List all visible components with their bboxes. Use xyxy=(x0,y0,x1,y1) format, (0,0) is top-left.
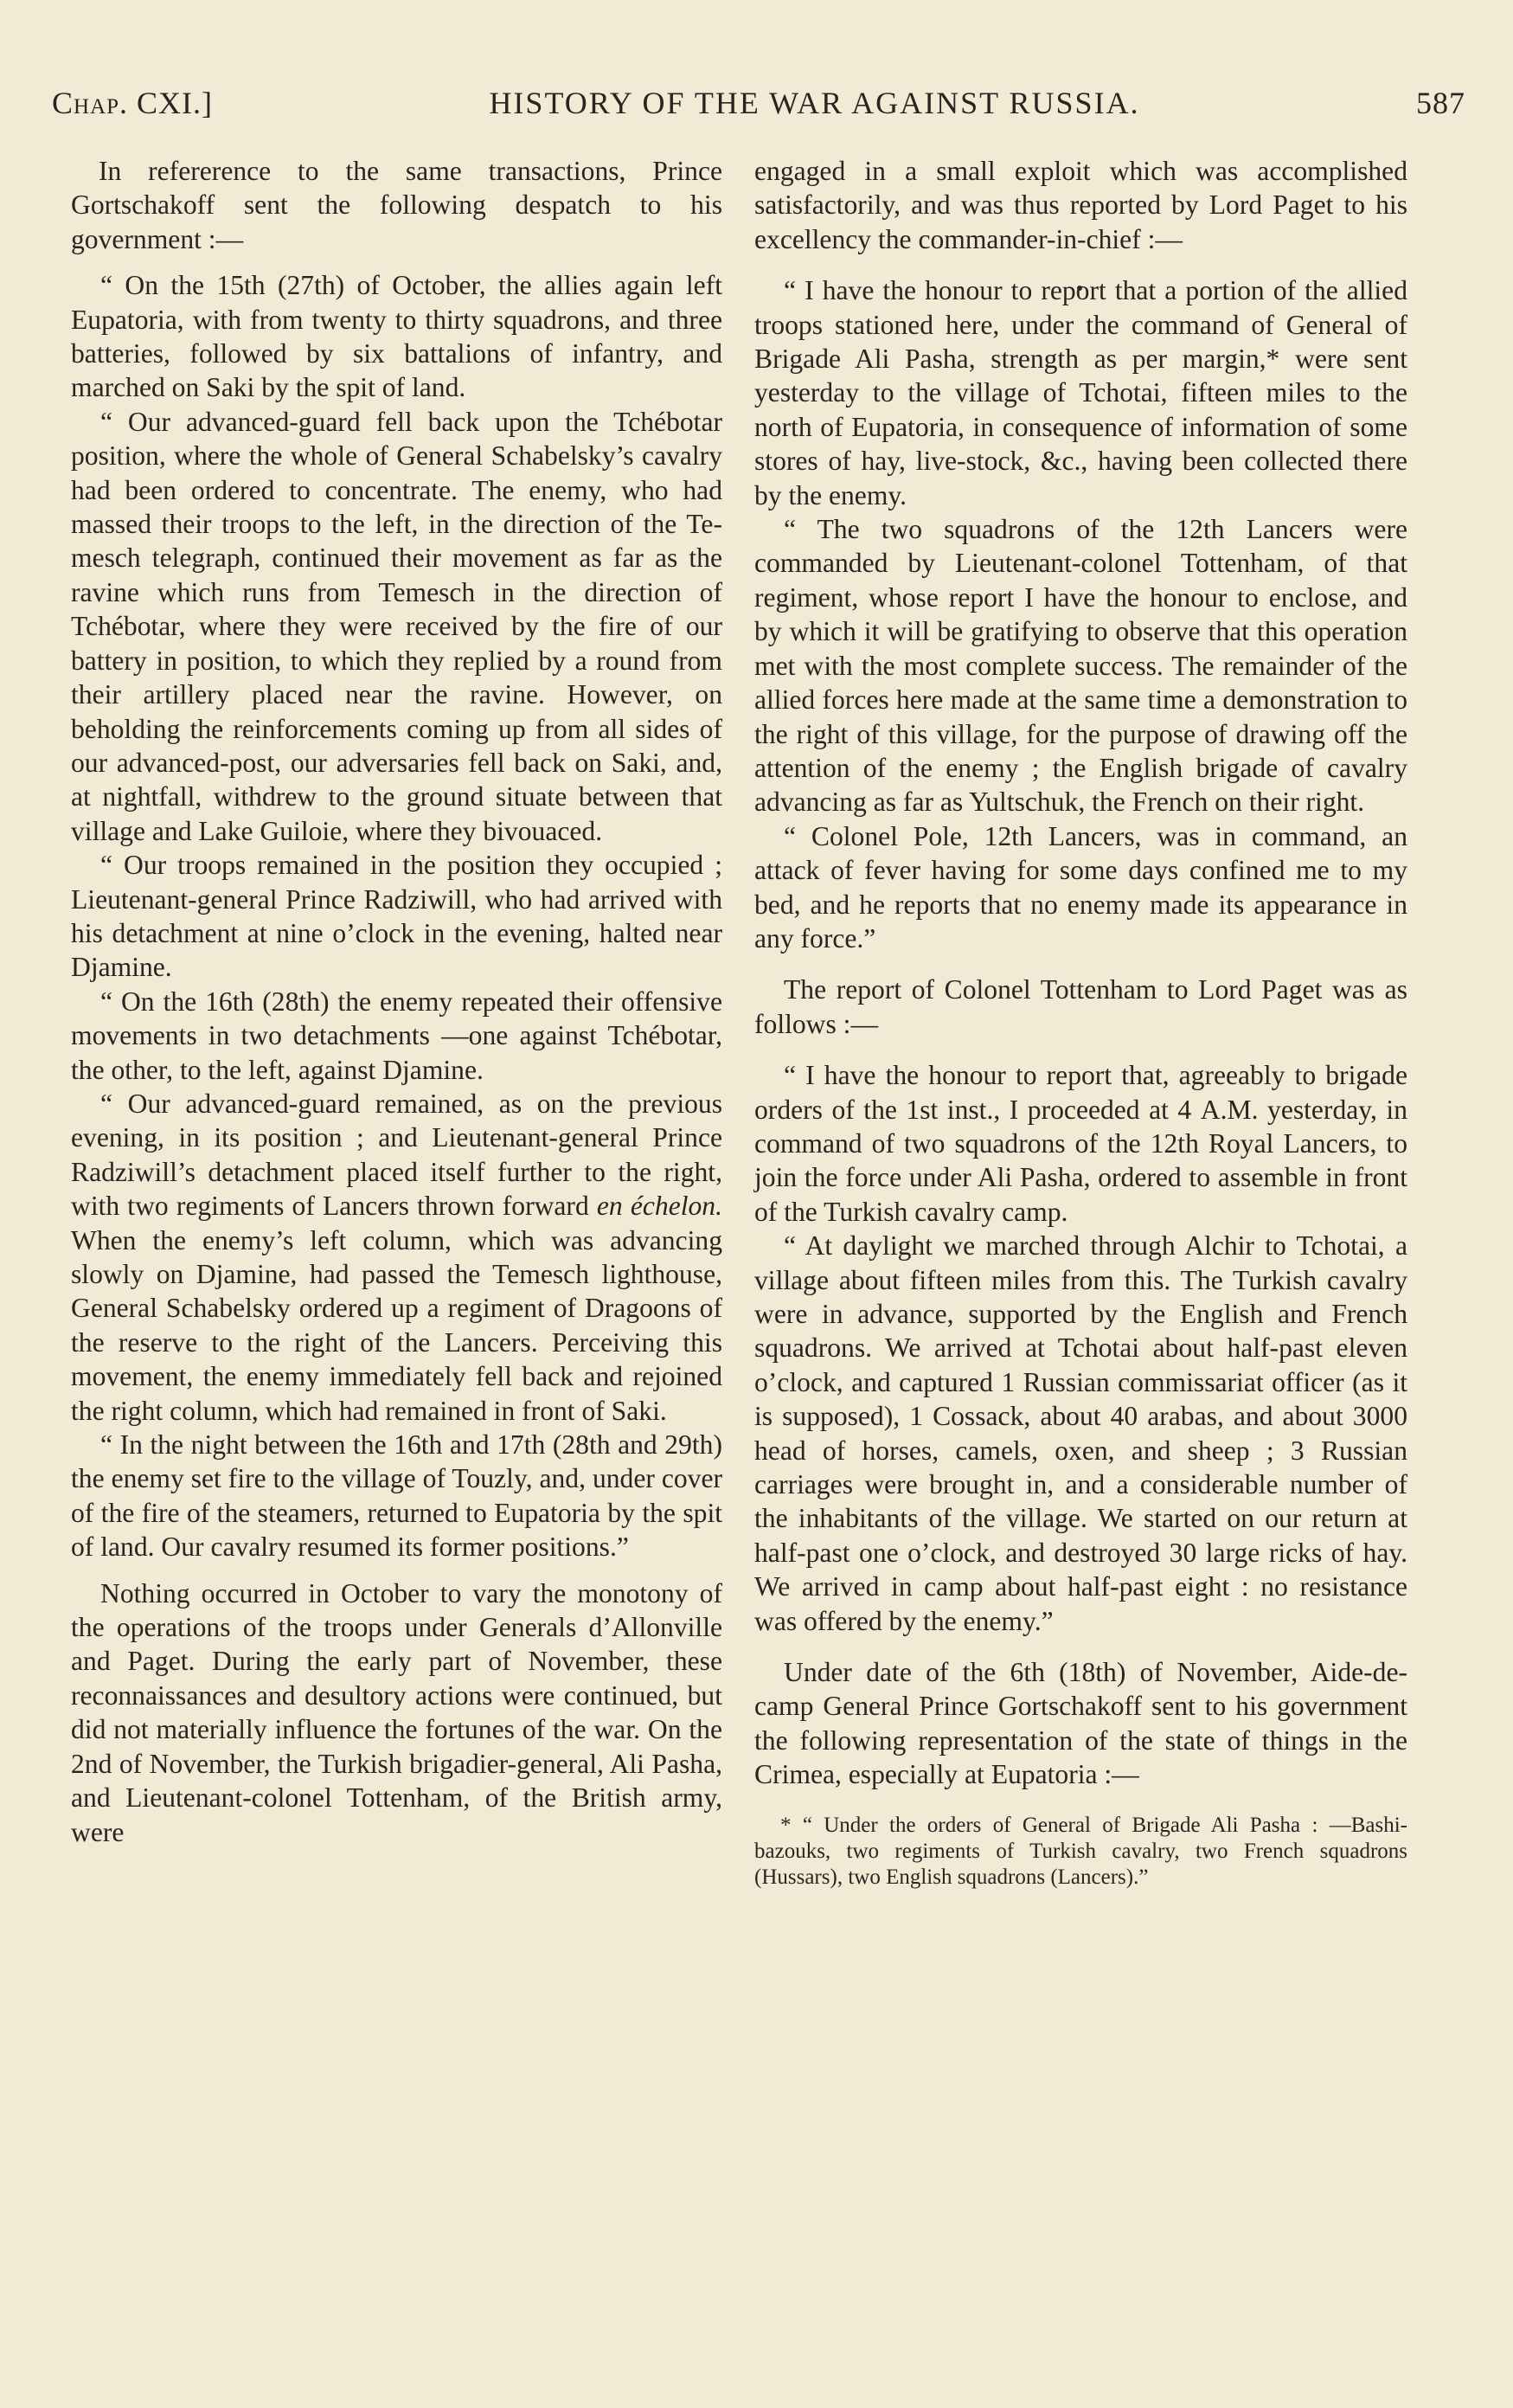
paragraph: “ In the night between the 16th and 17th (28th and 29th) the enemy set fire to the village of Touzly, and, under cover of the fire of the steamers, returned to Eupatoria by the spit of land. Our cavalry resumed its former positions.” xyxy=(71,1429,722,1563)
paragraph: Under date of the 6th (18th) of November, Aide-de-camp General Prince Gortschakoff sent to his government the following representation of the state of things in the Crimea, especially at Eupatoria :— xyxy=(754,1657,1407,1790)
right-column xyxy=(754,154,1407,1891)
paragraph: In refererence to the same transactions, Prince Gortschakoff sent the following despatch to his government :— xyxy=(71,156,722,254)
page-number: 587 xyxy=(1415,86,1465,120)
footnote: * “ Under the orders of General of Brigade Ali Pasha : —Bashi-bazouks, two regiments of Turkish cavalry, two French squadrons (Hussars), two English squadrons (Lancers).” xyxy=(754,1813,1407,1889)
paragraph: “ The two squadrons of the 12th Lancers were commanded by Lieutenant-colonel Tottenham, of that regiment, whose report I have the honour to enclose, and by which it will be gratifying to observe that this operation met with the most complete success. The remainder of the allied forces here made at the same time a demonstration to the right of this village, for the purpose of drawing off the attention of the enemy ; the English brigade of cavalry advancing as far as Yultschuk, the French on their right. xyxy=(754,514,1407,818)
paragraph: “ Our troops remained in the position they occupied ; Lieutenant-general Prince Radziwill, who had arrived with his detachment at nine o’clock in the evening, halted near Djamine. xyxy=(71,850,722,983)
paragraph: “ On the 16th (28th) the enemy repeated their offensive movements in two detachments —one against Tchébotar, the other, to the left, against Djamine. xyxy=(71,986,722,1085)
paragraph: “ On the 15th (27th) of October, the allies again left Eupatoria, with from twenty to thirty squadrons, and three batteries, followed by six battalions of infantry, and marched on Saki by the spit of land. xyxy=(71,270,722,403)
paragraph-text: yesterday, in command of two squadrons of the 12th Royal Lancers, to join the force under Ali Pasha, ordered to assemble in front of the Turkish cavalry camp. xyxy=(754,1094,1408,1227)
running-header xyxy=(52,85,1465,137)
time-abbrev: A.M. xyxy=(1200,1094,1259,1125)
paragraph-text: “ I have the honour to report that, agreeably to brigade orders of the 1st inst., I proceeded at 4 xyxy=(754,1060,1407,1125)
paragraph: Nothing occurred in October to vary the monotony of the operations of the troops under Generals d’Allonville and Paget. During the early part of November, these reconnaissances and desultory actions were continued, but did not materially influence the fortunes of the war. On the 2nd of November, the Turkish brigadier-general, Ali Pasha, and Lieutenant-colonel Tottenham, of the British army, were xyxy=(71,1577,722,1847)
paragraph: “ I have the honour to report that a portion of the allied troops stationed here, under the command of General of Brigade Ali Pasha, strength as per margin,* were sent yesterday to the village of Tchotai, fifteen miles to the north of Eupatoria, in consequence of information of some stores of hay, live-stock, &c., having been collected there by the enemy. xyxy=(754,275,1407,510)
paragraph xyxy=(71,1087,722,1428)
paragraph xyxy=(754,1058,1407,1229)
italic-phrase: en échelon. xyxy=(596,1191,722,1222)
paragraph: The report of Colonel Tottenham to Lord Paget was as follows :— xyxy=(754,974,1407,1039)
paragraph-text: When the enemy’s left column, which was advancing slowly on Djamine, had passed the Temesch lighthouse, General Schabelsky ordered up a regiment of Dragoons of the reserve to the right of the Lancers. Perceiving this movement, the enemy immediately fell back and rejoined the right column, which had remained in front of Saki. xyxy=(71,1224,722,1426)
paragraph: “ At daylight we marched through Alchir to Tchotai, a village about fifteen miles from this. The Turkish cavalry were in advance, supported by the English and French squadrons. We arrived at Tchotai about half-past eleven o’clock, and captured 1 Russian commissariat officer (as it is supposed), 1 Cossack, about 40 arabas, and about 3000 head of horses, camels, oxen, and sheep ; 3 Russian carriages were brought in, and a considerable number of the inhabitants of the village. We started on our return at half-past one o’clock, and destroyed 30 large ricks of hay. We arrived in camp about half-past eight : no resistance was offered by the enemy.” xyxy=(754,1230,1407,1636)
running-title: HISTORY OF THE WAR AGAINST RUSSIA. xyxy=(489,86,1140,120)
chapter-label: Chap. CXI.] xyxy=(52,86,214,120)
paragraph: engaged in a small exploit which was accomplished satisfactorily, and was thus reported by Lord Paget to his excellency the commander-in-chief :— xyxy=(754,156,1407,254)
paragraph: “ Our advanced-guard fell back upon the Tchébotar position, where the whole of General Schabelsky’s cavalry had been ordered to concentrate. The enemy, who had massed their troops to the left, in the direction of the Temesch telegraph, continued their movement as far as the ravine which runs from Temesch in the direction of Tchébotar, where they were received by the fire of our battery in position, to which they replied by a round from their artillery placed near the ravine. However, on beholding the reinforcements coming up from all sides of our advanced-post, our adversaries fell back on Saki, and, at nightfall, withdrew to the ground situate between that village and Lake Guiloie, where they bivouaced. xyxy=(71,406,722,846)
paragraph: “ Colonel Pole, 12th Lancers, was in command, an attack of fever having for some days confined me to my bed, and he reports that no enemy made its appearance in any force.” xyxy=(754,820,1407,954)
left-column xyxy=(71,154,722,1849)
paragraph-text: “ Our advanced-guard remained, as on the previous evening, in its position ; and Lieutenant-general Prince Radziwill’s detachment placed itself further to the right, with two regiments of Lancers thrown forward xyxy=(71,1088,722,1222)
